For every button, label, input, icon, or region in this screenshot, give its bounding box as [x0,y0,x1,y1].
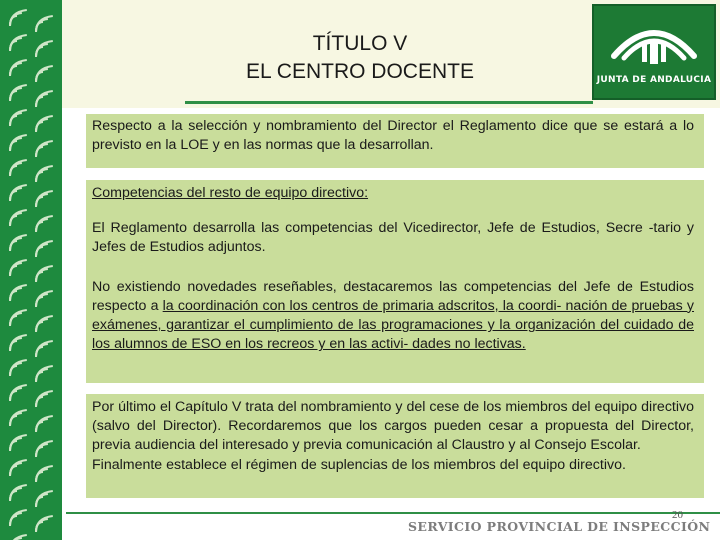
arc-motif [10,510,27,526]
arc-motif [36,166,53,182]
box2-paragraph-1: El Reglamento desarrolla las competencias del Vicedirector, Jefe de Estudios, Secre -tario y Jefes de Estudios adjuntos. [92,220,694,256]
footer-rule [66,512,720,514]
junta-logo [592,4,716,100]
arc-motif [36,91,53,107]
page-title [160,30,560,86]
page-number: 20 [672,509,683,521]
arc-motif [10,285,27,301]
arc-motif [10,160,27,176]
arc-motif [36,216,53,232]
arc-motif [10,460,27,476]
arc-motif [36,366,53,382]
arc-motif [10,385,27,401]
arc-motif [10,360,27,376]
arc-motif [10,410,27,426]
title-line-1: TÍTULO V [312,32,408,55]
arc-motif [10,35,27,51]
arc-motif [36,491,53,507]
box2-heading: Competencias del resto de equipo directivo: [92,185,369,201]
logo-text: JUNTA DE ANDALUCIA [596,75,712,85]
arc-motif [36,41,53,57]
title-underline [185,101,593,104]
title-line-2: EL CENTRO DOCENTE [246,60,474,83]
sidebar-pattern [0,0,62,540]
arc-motif [36,341,53,357]
arc-motif [36,291,53,307]
box3-paragraph-1: Por último el Capítulo V trata del nombramiento y del cese de los miembros del equipo directivo (salvo del Director). Recordaremos que los cargos pueden cesar a propuesta del Director, previa audiencia del interesado y previa comunicación al Claustro y al Consejo Escolar. [92,399,694,454]
arc-motif [10,85,27,101]
arc-motif [36,16,53,32]
arc-motif [10,435,27,451]
arc-motif [36,241,53,257]
arc-motif [36,266,53,282]
arc-motif [10,310,27,326]
arc-motif [36,441,53,457]
box2-paragraph-2-plain: No existiendo novedades reseñables, destacaremos las competencias del Jefe de Estudios respecto a [92,278,694,314]
arc-motif [10,10,27,26]
content-box-cese [86,394,704,498]
arc-motif [10,60,27,76]
arc-motif [36,66,53,82]
arc-motif [36,116,53,132]
arc-motif [36,141,53,157]
arc-motif [36,466,53,482]
box2-paragraph-2-underlined: la coordinación con los centros de primaria adscritos, la coordi- nación de pruebas y exámenes, garantizar el cumplimiento de las programaciones y la organización del cuidado de los alumnos de ESO en los recreos y en las activi- dades no lectivas. [92,297,694,353]
arc-motif [10,260,27,276]
arc-motif [36,191,53,207]
arc-motif [10,135,27,151]
arc-motif [10,110,27,126]
arc-motif [10,210,27,226]
box3-paragraph-2: Finalmente establece el régimen de suplencias de los miembros del equipo directivo. [92,456,626,473]
arc-motif [10,485,27,501]
box2-paragraph-2 [92,278,694,355]
decorative-arc-pattern [0,0,62,540]
arc-motif [10,335,27,351]
arc-motif [36,516,53,532]
arc-motif [36,416,53,432]
content-box-director [86,114,704,168]
arc-motif [10,185,27,201]
arc-motif [10,235,27,251]
content-box-competencias [86,180,704,383]
arc-motif [36,316,53,332]
arc-motif [36,391,53,407]
box1-text: Respecto a la selección y nombramiento del Director el Reglamento dice que se estará a lo previsto en la LOE y en las normas que la desarrollan. [92,118,694,154]
footer-text: SERVICIO PROVINCIAL DE INSPECCIÓN [408,519,711,534]
arc-motif [10,535,27,540]
